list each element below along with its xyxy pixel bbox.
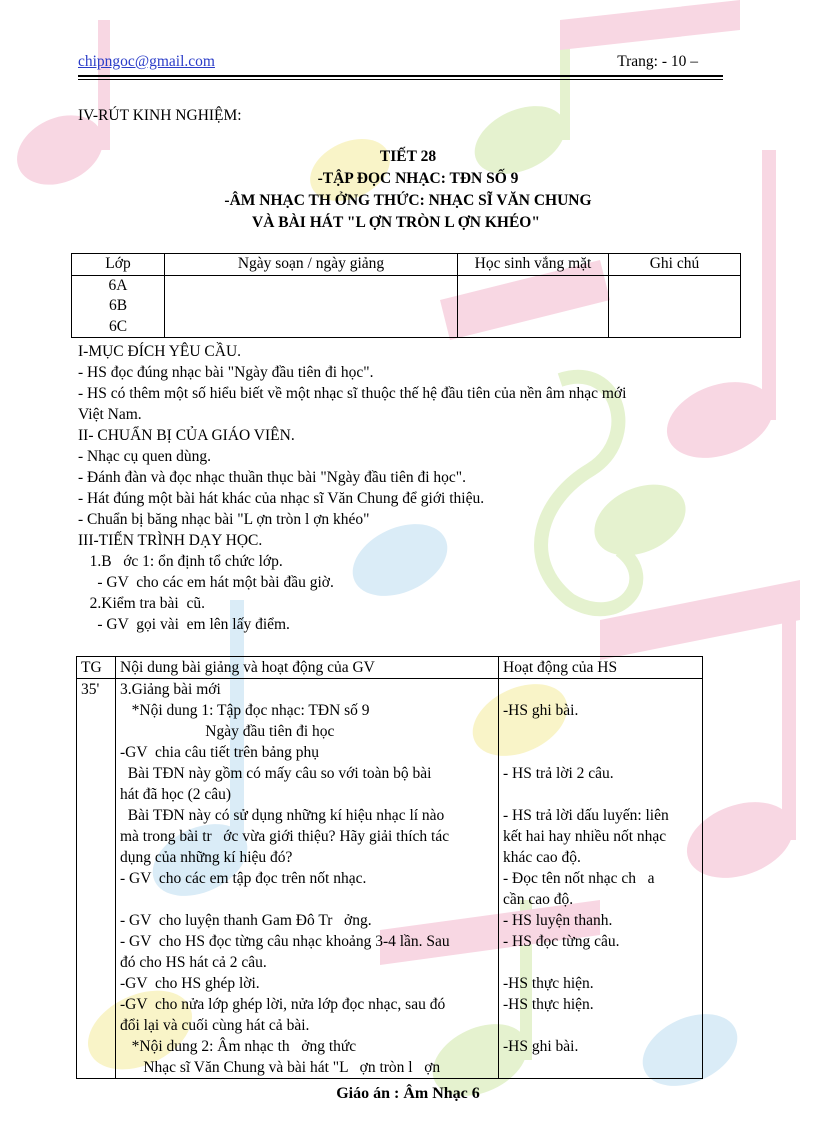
body-line: - Nhạc cụ quen dùng. [78, 448, 211, 465]
student-activity-cell [499, 679, 703, 1079]
teacher-activity-line [120, 889, 494, 910]
lesson-title-1: -TẬP ĐỌC NHẠC: TĐN SỐ 9 [317, 170, 519, 187]
teacher-activity-line: đổi lại và cuối cùng hát cả bài. [120, 1017, 310, 1034]
teacher-activity-line: -GV cho HS ghép lời. [120, 975, 260, 992]
student-activity-line: - Đọc tên nốt nhạc ch a [503, 870, 655, 887]
student-activity-line: - HS trả lời 2 câu. [503, 765, 614, 782]
class-list-cell [72, 275, 165, 338]
teacher-activity-line: đó cho HS hát cả 2 câu. [120, 954, 267, 971]
student-activity-line: kết hai hay nhiều nốt nhạc [503, 828, 667, 845]
notes-cell [609, 275, 741, 338]
student-activity-line: -HS thực hiện. [503, 975, 594, 992]
teacher-activity-line: mà trong bài tr ớc vừa giới thiệu? Hãy giải thích tác [120, 828, 450, 845]
teacher-activity-line: *Nội dung 1: Tập đọc nhạc: TĐN số 9 [120, 702, 370, 719]
teacher-activity-line: 3.Giảng bài mới [120, 681, 221, 698]
body-line: 1.B ớc 1: ổn định tổ chức lớp. [78, 553, 283, 570]
lesson-title-2: -ÂM NHẠC TH ỞNG THỨC: NHẠC SĨ VĂN CHUNG [224, 192, 592, 209]
column-header: Lớp [72, 254, 165, 276]
body-line: Việt Nam. [78, 406, 142, 423]
section-heading: III-TIẾN TRÌNH DẠY HỌC. [78, 532, 263, 549]
teacher-activity-line: -GV cho nửa lớp ghép lời, nửa lớp đọc nhạc, sau đó [120, 996, 446, 1013]
body-line: - Chuẩn bị băng nhạc bài "L ợn tròn l ợn khéo" [78, 511, 370, 528]
teacher-activity-line: Nhạc sĩ Văn Chung và bài hát "L ợn tròn l ợn [120, 1059, 441, 1076]
table-row [72, 275, 741, 338]
student-activity-line [503, 721, 698, 742]
body-line: 2.Kiểm tra bài cũ. [78, 595, 205, 612]
body-line: - HS có thêm một số hiểu biết về một nhạc sĩ thuộc thế hệ đầu tiên của nền âm nhạc mới [78, 385, 627, 402]
time-cell: 35' [77, 679, 116, 1079]
teacher-activity-line: - GV cho HS đọc từng câu nhạc khoảng 3-4 lần. Sau [120, 933, 450, 950]
table-row [77, 679, 703, 1079]
lesson-table [76, 656, 703, 1079]
body-line: - HS đọc đúng nhạc bài "Ngày đầu tiên đi học". [78, 364, 374, 381]
body-line: - GV gọi vài em lên lấy điểm. [78, 616, 290, 633]
column-header: Nội dung bài giảng và hoạt động của GV [116, 657, 499, 679]
section-rut-kinh-nghiem: IV-RÚT KINH NGHIỆM: [78, 107, 242, 124]
class-name: 6C [108, 317, 128, 335]
body-line: - Hát đúng một bài hát khác của nhạc sĩ Văn Chung để giới thiệu. [78, 490, 485, 507]
footer-title: Giáo án : Âm Nhạc 6 [336, 1085, 480, 1102]
table-header-row [72, 254, 741, 276]
section-heading: I-MỤC ĐÍCH YÊU CẦU. [78, 343, 242, 360]
student-activity-line [503, 742, 698, 763]
column-header: Ghi chú [609, 254, 741, 276]
header-divider [78, 75, 723, 77]
table-header-row [77, 657, 703, 679]
date-cell [165, 275, 458, 338]
teacher-activity-line: - GV cho luyện thanh Gam Đô Tr ởng. [120, 912, 372, 929]
teacher-activity-line: Ngày đầu tiên đi học [120, 723, 335, 740]
student-activity-line: - HS trả lời dấu luyến: liên [503, 807, 669, 824]
column-header: Ngày soạn / ngày giảng [165, 254, 458, 276]
header-divider [78, 79, 723, 80]
teacher-activity-line: dụng của những kí hiệu đó? [120, 849, 293, 866]
teacher-activity-line: *Nội dung 2: Âm nhạc th ởng thức [120, 1038, 357, 1055]
lesson-title-3: VÀ BÀI HÁT "L ỢN TRÒN L ỢN KHÉO" [252, 214, 540, 231]
class-name: 6A [108, 276, 128, 294]
student-activity-line: -HS ghi bài. [503, 702, 579, 719]
student-activity-line [503, 952, 698, 973]
email-link[interactable]: chipngoc@gmail.com [78, 53, 215, 70]
teacher-activity-line: hát đã học (2 câu) [120, 786, 232, 803]
absent-cell [458, 275, 609, 338]
column-header: Hoạt động của HS [499, 657, 703, 679]
section-heading: II- CHUẨN BỊ CỦA GIÁO VIÊN. [78, 427, 295, 444]
student-activity-line: - HS đọc từng câu. [503, 933, 620, 950]
student-activity-line: -HS ghi bài. [503, 1038, 579, 1055]
column-header: Học sinh vắng mặt [458, 254, 609, 276]
student-activity-line: cần cao độ. [503, 891, 574, 908]
column-header: TG [77, 657, 116, 679]
body-line: - Đánh đàn và đọc nhạc thuần thục bài "Ngày đầu tiên đi học". [78, 469, 466, 486]
page-number: Trang: - 10 – [617, 53, 698, 70]
teacher-activity-line: Bài TĐN này có sử dụng những kí hiệu nhạc lí nào [120, 807, 445, 824]
teacher-activity-line: Bài TĐN này gồm có mấy câu so với toàn bộ bài [120, 765, 432, 782]
class-name: 6B [108, 297, 128, 314]
student-activity-line [503, 679, 698, 700]
body-line: - GV cho các em hát một bài đầu giờ. [78, 574, 334, 591]
student-activity-line [503, 1015, 698, 1036]
teacher-activity-line: -GV chia câu tiết trên bảng phụ [120, 744, 319, 761]
student-activity-line [503, 1057, 698, 1078]
teacher-activity-line: - GV cho các em tập đọc trên nốt nhạc. [120, 870, 367, 887]
student-activity-line [503, 784, 698, 805]
student-activity-line: khác cao độ. [503, 849, 581, 866]
student-activity-line: -HS thực hiện. [503, 996, 594, 1013]
class-table [71, 253, 741, 338]
student-activity-line: - HS luyện thanh. [503, 912, 613, 929]
lesson-number: TIẾT 28 [379, 148, 437, 165]
teacher-activity-cell [116, 679, 499, 1079]
